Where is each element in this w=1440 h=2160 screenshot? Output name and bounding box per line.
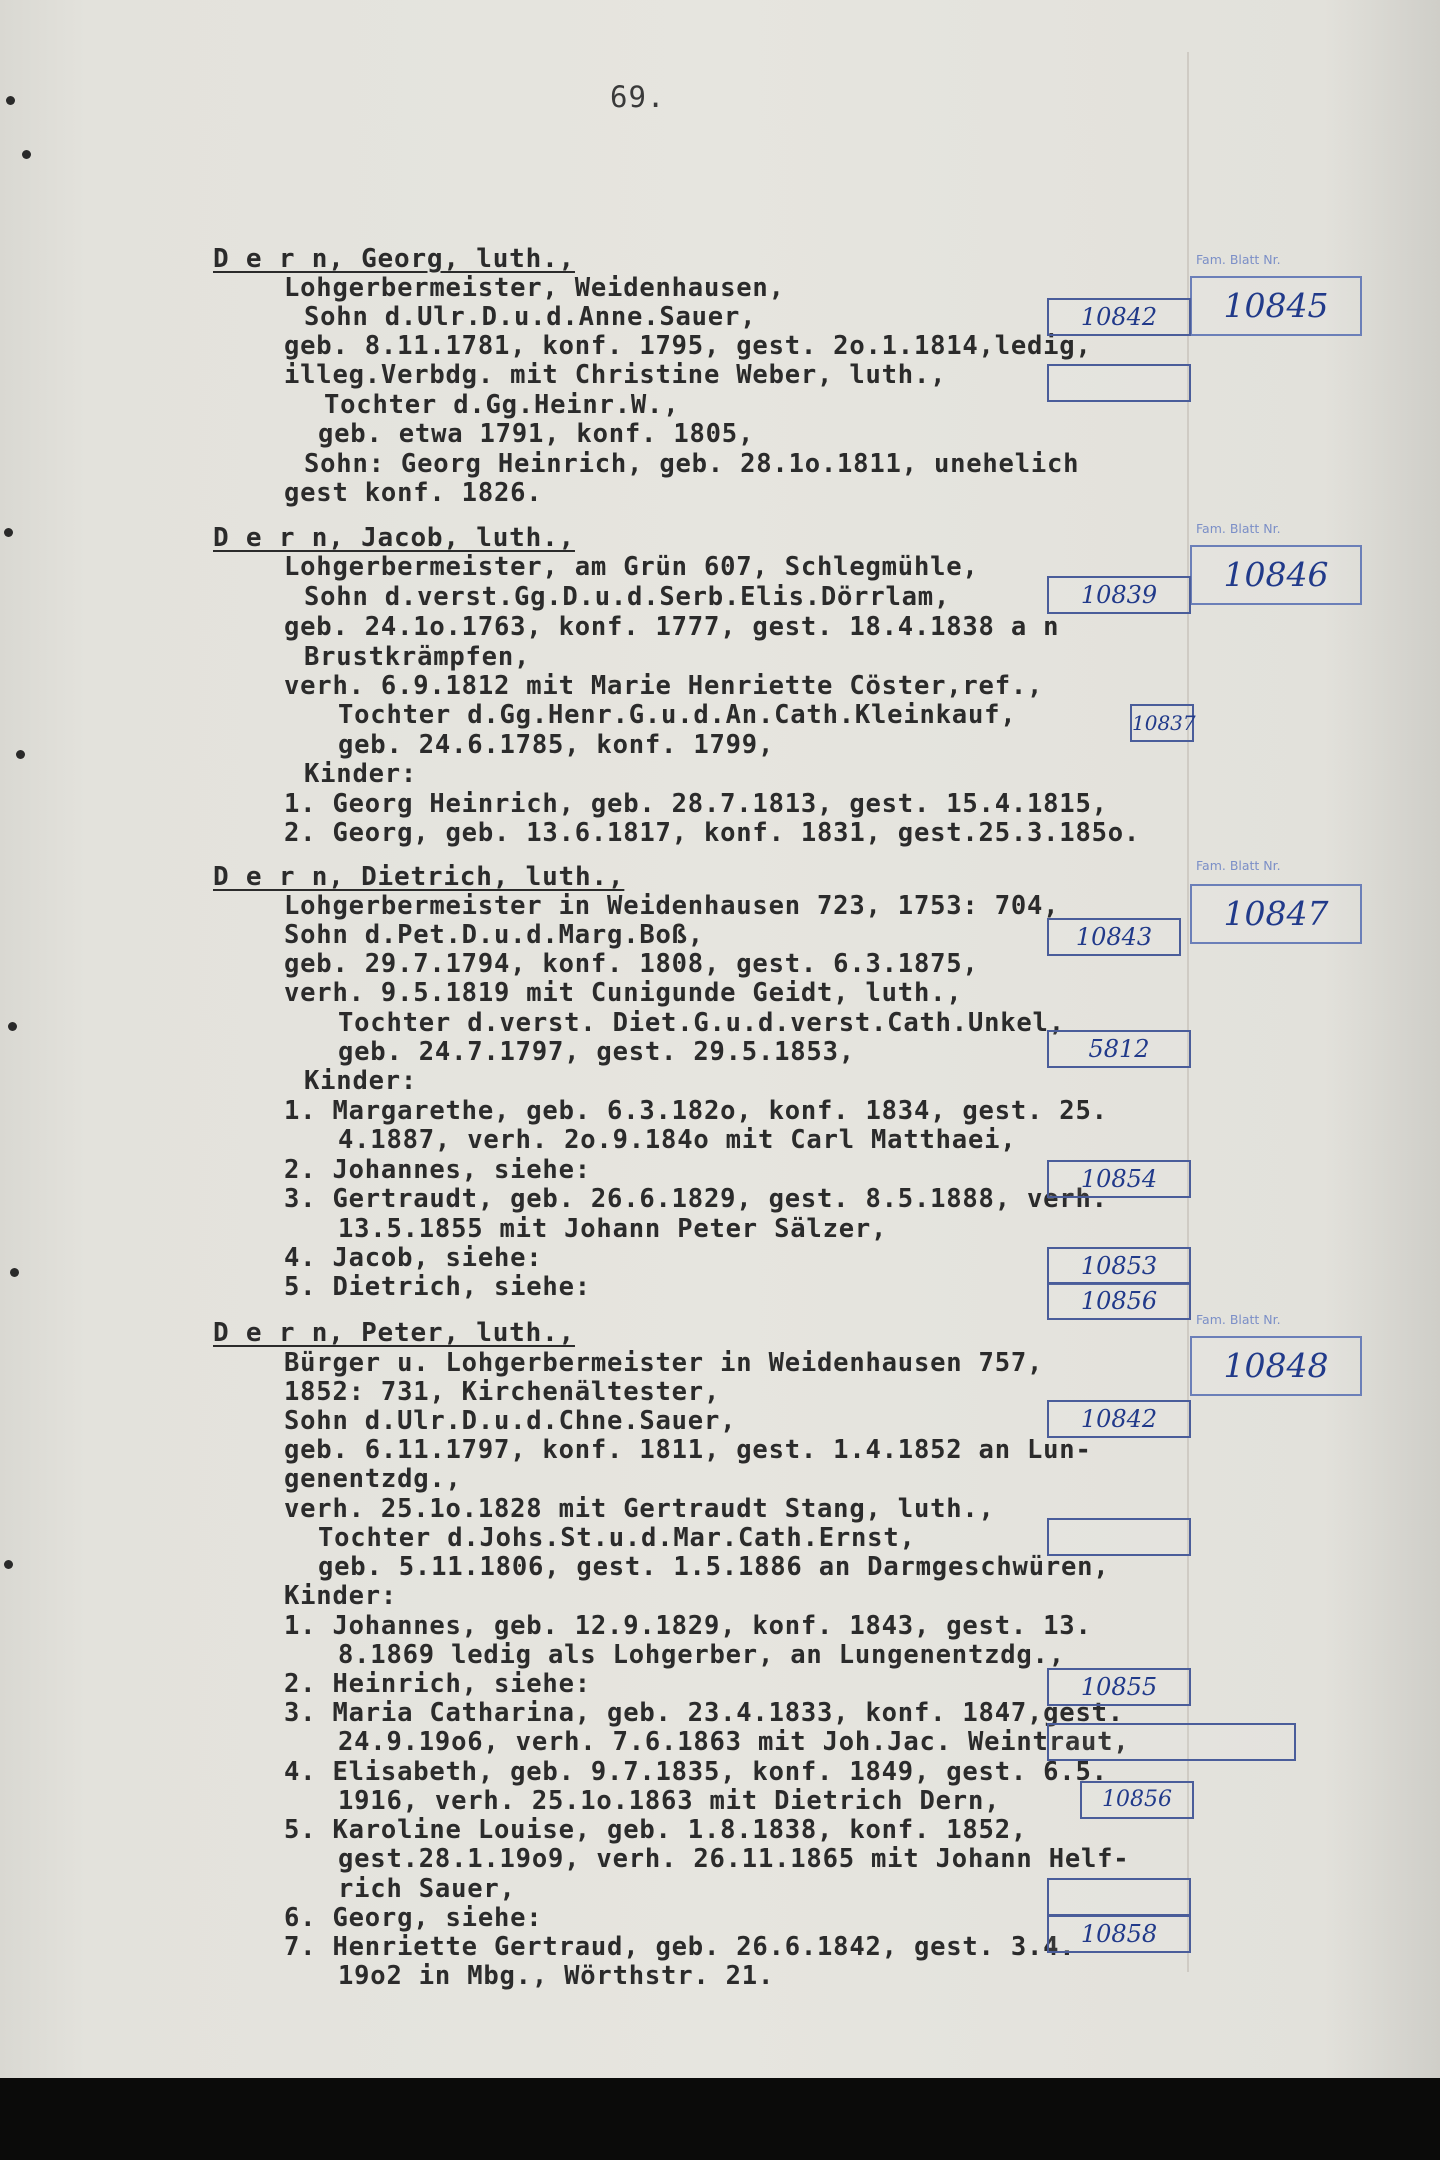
- reference-number-box: 10853: [1047, 1247, 1191, 1285]
- entry-line: genentzdg.,: [284, 1464, 462, 1494]
- punch-hole: [10, 1268, 19, 1277]
- entry-line: 2. Heinrich, siehe:: [284, 1669, 591, 1699]
- fam-blatt-number: 10848: [1190, 1336, 1362, 1396]
- entry-line: 1. Margarethe, geb. 6.3.182o, konf. 1834, gest. 25.: [284, 1096, 1108, 1126]
- reference-number-box: [1047, 364, 1191, 402]
- entry-line: 5. Dietrich, siehe:: [284, 1272, 591, 1302]
- entry-line: Sohn d.Ulr.D.u.d.Anne.Sauer,: [304, 302, 757, 332]
- entry-line: Kinder:: [284, 1581, 398, 1611]
- entry-line: 1852: 731, Kirchenältester,: [284, 1377, 721, 1407]
- reference-number-box: 10842: [1047, 1400, 1191, 1438]
- entry-line: Kinder:: [304, 759, 418, 789]
- reference-number-box: 10837: [1130, 704, 1194, 742]
- entry-line: Tochter d.Gg.Henr.G.u.d.An.Cath.Kleinkauf,: [338, 700, 1017, 730]
- entry-header-line: D e r n, Jacob, luth.,: [213, 523, 575, 553]
- entry-line: 13.5.1855 mit Johann Peter Sälzer,: [338, 1214, 888, 1244]
- reference-number-box: 10843: [1047, 918, 1181, 956]
- entry-line: geb. etwa 1791, konf. 1805,: [318, 419, 755, 449]
- scanner-border: [0, 2078, 1440, 2160]
- reference-number-box: 10856: [1080, 1781, 1194, 1819]
- punch-hole: [4, 528, 13, 537]
- entry-line: geb. 8.11.1781, konf. 1795, gest. 2o.1.1814,ledig,: [284, 331, 1092, 361]
- reference-number-box: 10858: [1047, 1915, 1191, 1953]
- entry-line: Lohgerbermeister, Weidenhausen,: [284, 273, 785, 303]
- entry-line: geb. 24.6.1785, konf. 1799,: [338, 730, 775, 760]
- fam-blatt-label: Fam. Blatt Nr.: [1196, 252, 1281, 267]
- reference-number-box: 10856: [1047, 1282, 1191, 1320]
- entry-line: Sohn d.Pet.D.u.d.Marg.Boß,: [284, 920, 704, 950]
- entry-header-line: D e r n, Peter, luth.,: [213, 1318, 575, 1348]
- entry-line: 8.1869 ledig als Lohgerber, an Lungenentzdg.,: [338, 1640, 1065, 1670]
- entry-line: Sohn: Georg Heinrich, geb. 28.1o.1811, unehelich: [304, 449, 1080, 479]
- entry-line: Sohn d.verst.Gg.D.u.d.Serb.Elis.Dörrlam,: [304, 582, 951, 612]
- entry-header-line: D e r n, Georg, luth.,: [213, 244, 575, 274]
- entry-line: 2. Johannes, siehe:: [284, 1155, 591, 1185]
- page-number: 69.: [610, 80, 666, 114]
- entry-line: illeg.Verbdg. mit Christine Weber, luth.,: [284, 360, 947, 390]
- reference-number-box: 10854: [1047, 1160, 1191, 1198]
- fam-blatt-number: 10845: [1190, 276, 1362, 336]
- fam-blatt-number: 10846: [1190, 545, 1362, 605]
- entry-line: Tochter d.Gg.Heinr.W.,: [324, 390, 680, 420]
- reference-number-box: [1047, 1878, 1191, 1916]
- entry-line: verh. 6.9.1812 mit Marie Henriette Cöster,ref.,: [284, 671, 1044, 701]
- entry-line: Brustkrämpfen,: [304, 642, 531, 672]
- entry-line: geb. 6.11.1797, konf. 1811, gest. 1.4.1852 an Lun-: [284, 1435, 1092, 1465]
- entry-line: verh. 25.1o.1828 mit Gertraudt Stang, luth.,: [284, 1494, 995, 1524]
- entry-line: geb. 5.11.1806, gest. 1.5.1886 an Darmgeschwüren,: [318, 1552, 1110, 1582]
- entry-line: 24.9.19o6, verh. 7.6.1863 mit Joh.Jac. Weintraut,: [338, 1727, 1130, 1757]
- entry-line: Tochter d.verst. Diet.G.u.d.verst.Cath.Unkel,: [338, 1008, 1065, 1038]
- entry-line: geb. 24.7.1797, gest. 29.5.1853,: [338, 1037, 855, 1067]
- entry-line: geb. 24.1o.1763, konf. 1777, gest. 18.4.1838 a n: [284, 612, 1060, 642]
- entry-line: 19o2 in Mbg., Wörthstr. 21.: [338, 1961, 775, 1991]
- entry-line: 4. Jacob, siehe:: [284, 1243, 543, 1273]
- entry-line: 1. Johannes, geb. 12.9.1829, konf. 1843, gest. 13.: [284, 1611, 1092, 1641]
- entry-line: 2. Georg, geb. 13.6.1817, konf. 1831, gest.25.3.185o.: [284, 818, 1141, 848]
- entry-line: gest.28.1.19o9, verh. 26.11.1865 mit Johann Helf-: [338, 1844, 1130, 1874]
- entry-line: geb. 29.7.1794, konf. 1808, gest. 6.3.1875,: [284, 949, 979, 979]
- entry-line: 1. Georg Heinrich, geb. 28.7.1813, gest. 15.4.1815,: [284, 789, 1108, 819]
- entry-line: Lohgerbermeister, am Grün 607, Schlegmühle,: [284, 552, 979, 582]
- entry-line: 5. Karoline Louise, geb. 1.8.1838, konf. 1852,: [284, 1815, 1028, 1845]
- reference-number-box: 10839: [1047, 576, 1191, 614]
- entry-header-line: D e r n, Dietrich, luth.,: [213, 862, 625, 892]
- entry-line: Lohgerbermeister in Weidenhausen 723, 1753: 704,: [284, 891, 1060, 921]
- entry-line: Kinder:: [304, 1066, 418, 1096]
- entry-line: Sohn d.Ulr.D.u.d.Chne.Sauer,: [284, 1406, 737, 1436]
- entry-line: 3. Maria Catharina, geb. 23.4.1833, konf. 1847,gest.: [284, 1698, 1124, 1728]
- reference-number-box: 10842: [1047, 298, 1191, 336]
- punch-hole: [4, 1560, 13, 1569]
- entry-line: Bürger u. Lohgerbermeister in Weidenhausen 757,: [284, 1348, 1044, 1378]
- entry-line: 7. Henriette Gertraud, geb. 26.6.1842, gest. 3.4.: [284, 1932, 1076, 1962]
- reference-number-box: 10855: [1047, 1668, 1191, 1706]
- entry-line: rich Sauer,: [338, 1874, 516, 1904]
- reference-number-box: [1047, 1518, 1191, 1556]
- punch-hole: [6, 96, 15, 105]
- entry-line: 4.1887, verh. 2o.9.184o mit Carl Matthaei,: [338, 1125, 1017, 1155]
- punch-hole: [22, 150, 31, 159]
- punch-hole: [16, 750, 25, 759]
- entry-line: verh. 9.5.1819 mit Cunigunde Geidt, luth.,: [284, 978, 963, 1008]
- entry-line: gest konf. 1826.: [284, 478, 543, 508]
- entry-line: 3. Gertraudt, geb. 26.6.1829, gest. 8.5.1888, verh.: [284, 1184, 1108, 1214]
- entry-line: 6. Georg, siehe:: [284, 1903, 543, 1933]
- entry-line: 4. Elisabeth, geb. 9.7.1835, konf. 1849, gest. 6.5.: [284, 1757, 1108, 1787]
- entry-line: 1916, verh. 25.1o.1863 mit Dietrich Dern,: [338, 1786, 1001, 1816]
- fam-blatt-label: Fam. Blatt Nr.: [1196, 521, 1281, 536]
- punch-hole: [8, 1022, 17, 1031]
- reference-number-box: [1047, 1723, 1296, 1761]
- reference-number-box: 5812: [1047, 1030, 1191, 1068]
- fam-blatt-number: 10847: [1190, 884, 1362, 944]
- fam-blatt-label: Fam. Blatt Nr.: [1196, 858, 1281, 873]
- entry-line: Tochter d.Johs.St.u.d.Mar.Cath.Ernst,: [318, 1523, 916, 1553]
- fam-blatt-label: Fam. Blatt Nr.: [1196, 1312, 1281, 1327]
